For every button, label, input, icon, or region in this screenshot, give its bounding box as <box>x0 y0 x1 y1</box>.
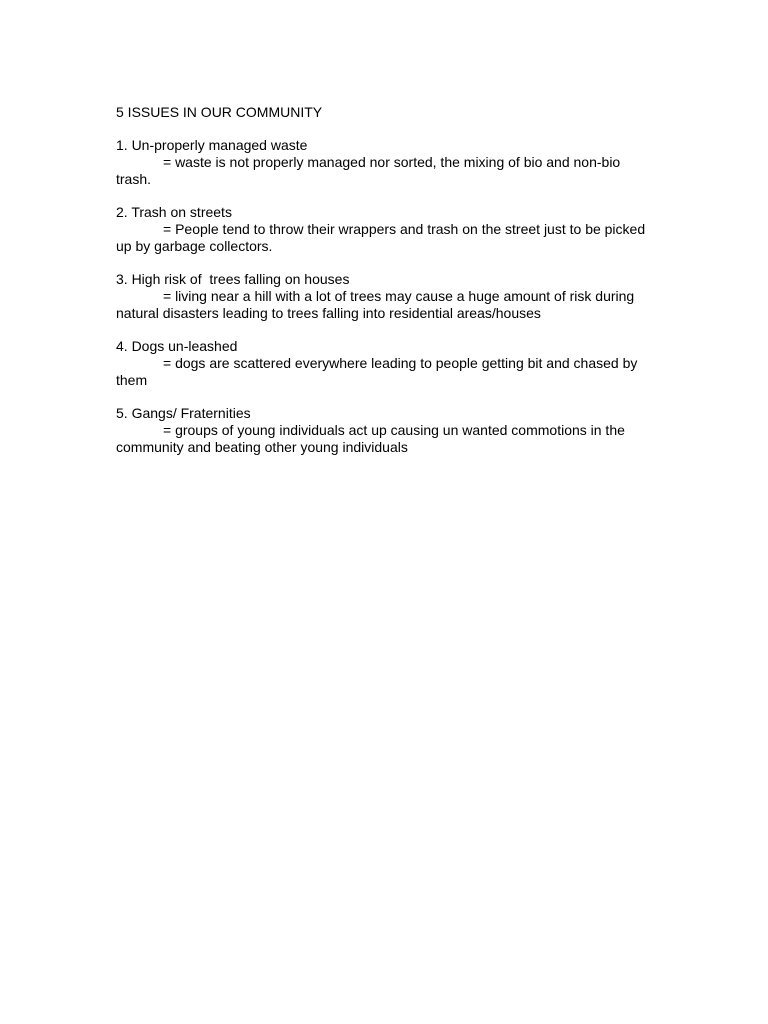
document-body <box>116 104 656 472</box>
issue-item <box>116 405 656 456</box>
issue-description: = living near a hill with a lot of trees may cause a huge amount of risk during natural disasters leading to trees falling into residential areas/houses <box>116 288 635 321</box>
issue-heading: 3. High risk of trees falling on houses <box>116 271 350 287</box>
issue-heading: 4. Dogs un-leashed <box>116 338 238 354</box>
document-title: 5 ISSUES IN OUR COMMUNITY <box>116 104 323 120</box>
issue-description: = People tend to throw their wrappers and trash on the street just to be picked up by garbage collectors. <box>116 221 646 254</box>
issue-description: = dogs are scattered everywhere leading to people getting bit and chased by them <box>116 355 638 388</box>
issue-description: = groups of young individuals act up causing un wanted commotions in the community and beating other young individuals <box>116 422 625 455</box>
issue-item <box>116 204 656 255</box>
issue-heading: 2. Trash on streets <box>116 204 232 220</box>
issue-heading: 1. Un-properly managed waste <box>116 137 308 153</box>
issue-heading: 5. Gangs/ Fraternities <box>116 405 251 421</box>
issue-item <box>116 271 656 322</box>
issue-item <box>116 338 656 389</box>
issue-item <box>116 137 656 188</box>
issue-description: = waste is not properly managed nor sorted, the mixing of bio and non-bio trash. <box>116 154 621 187</box>
